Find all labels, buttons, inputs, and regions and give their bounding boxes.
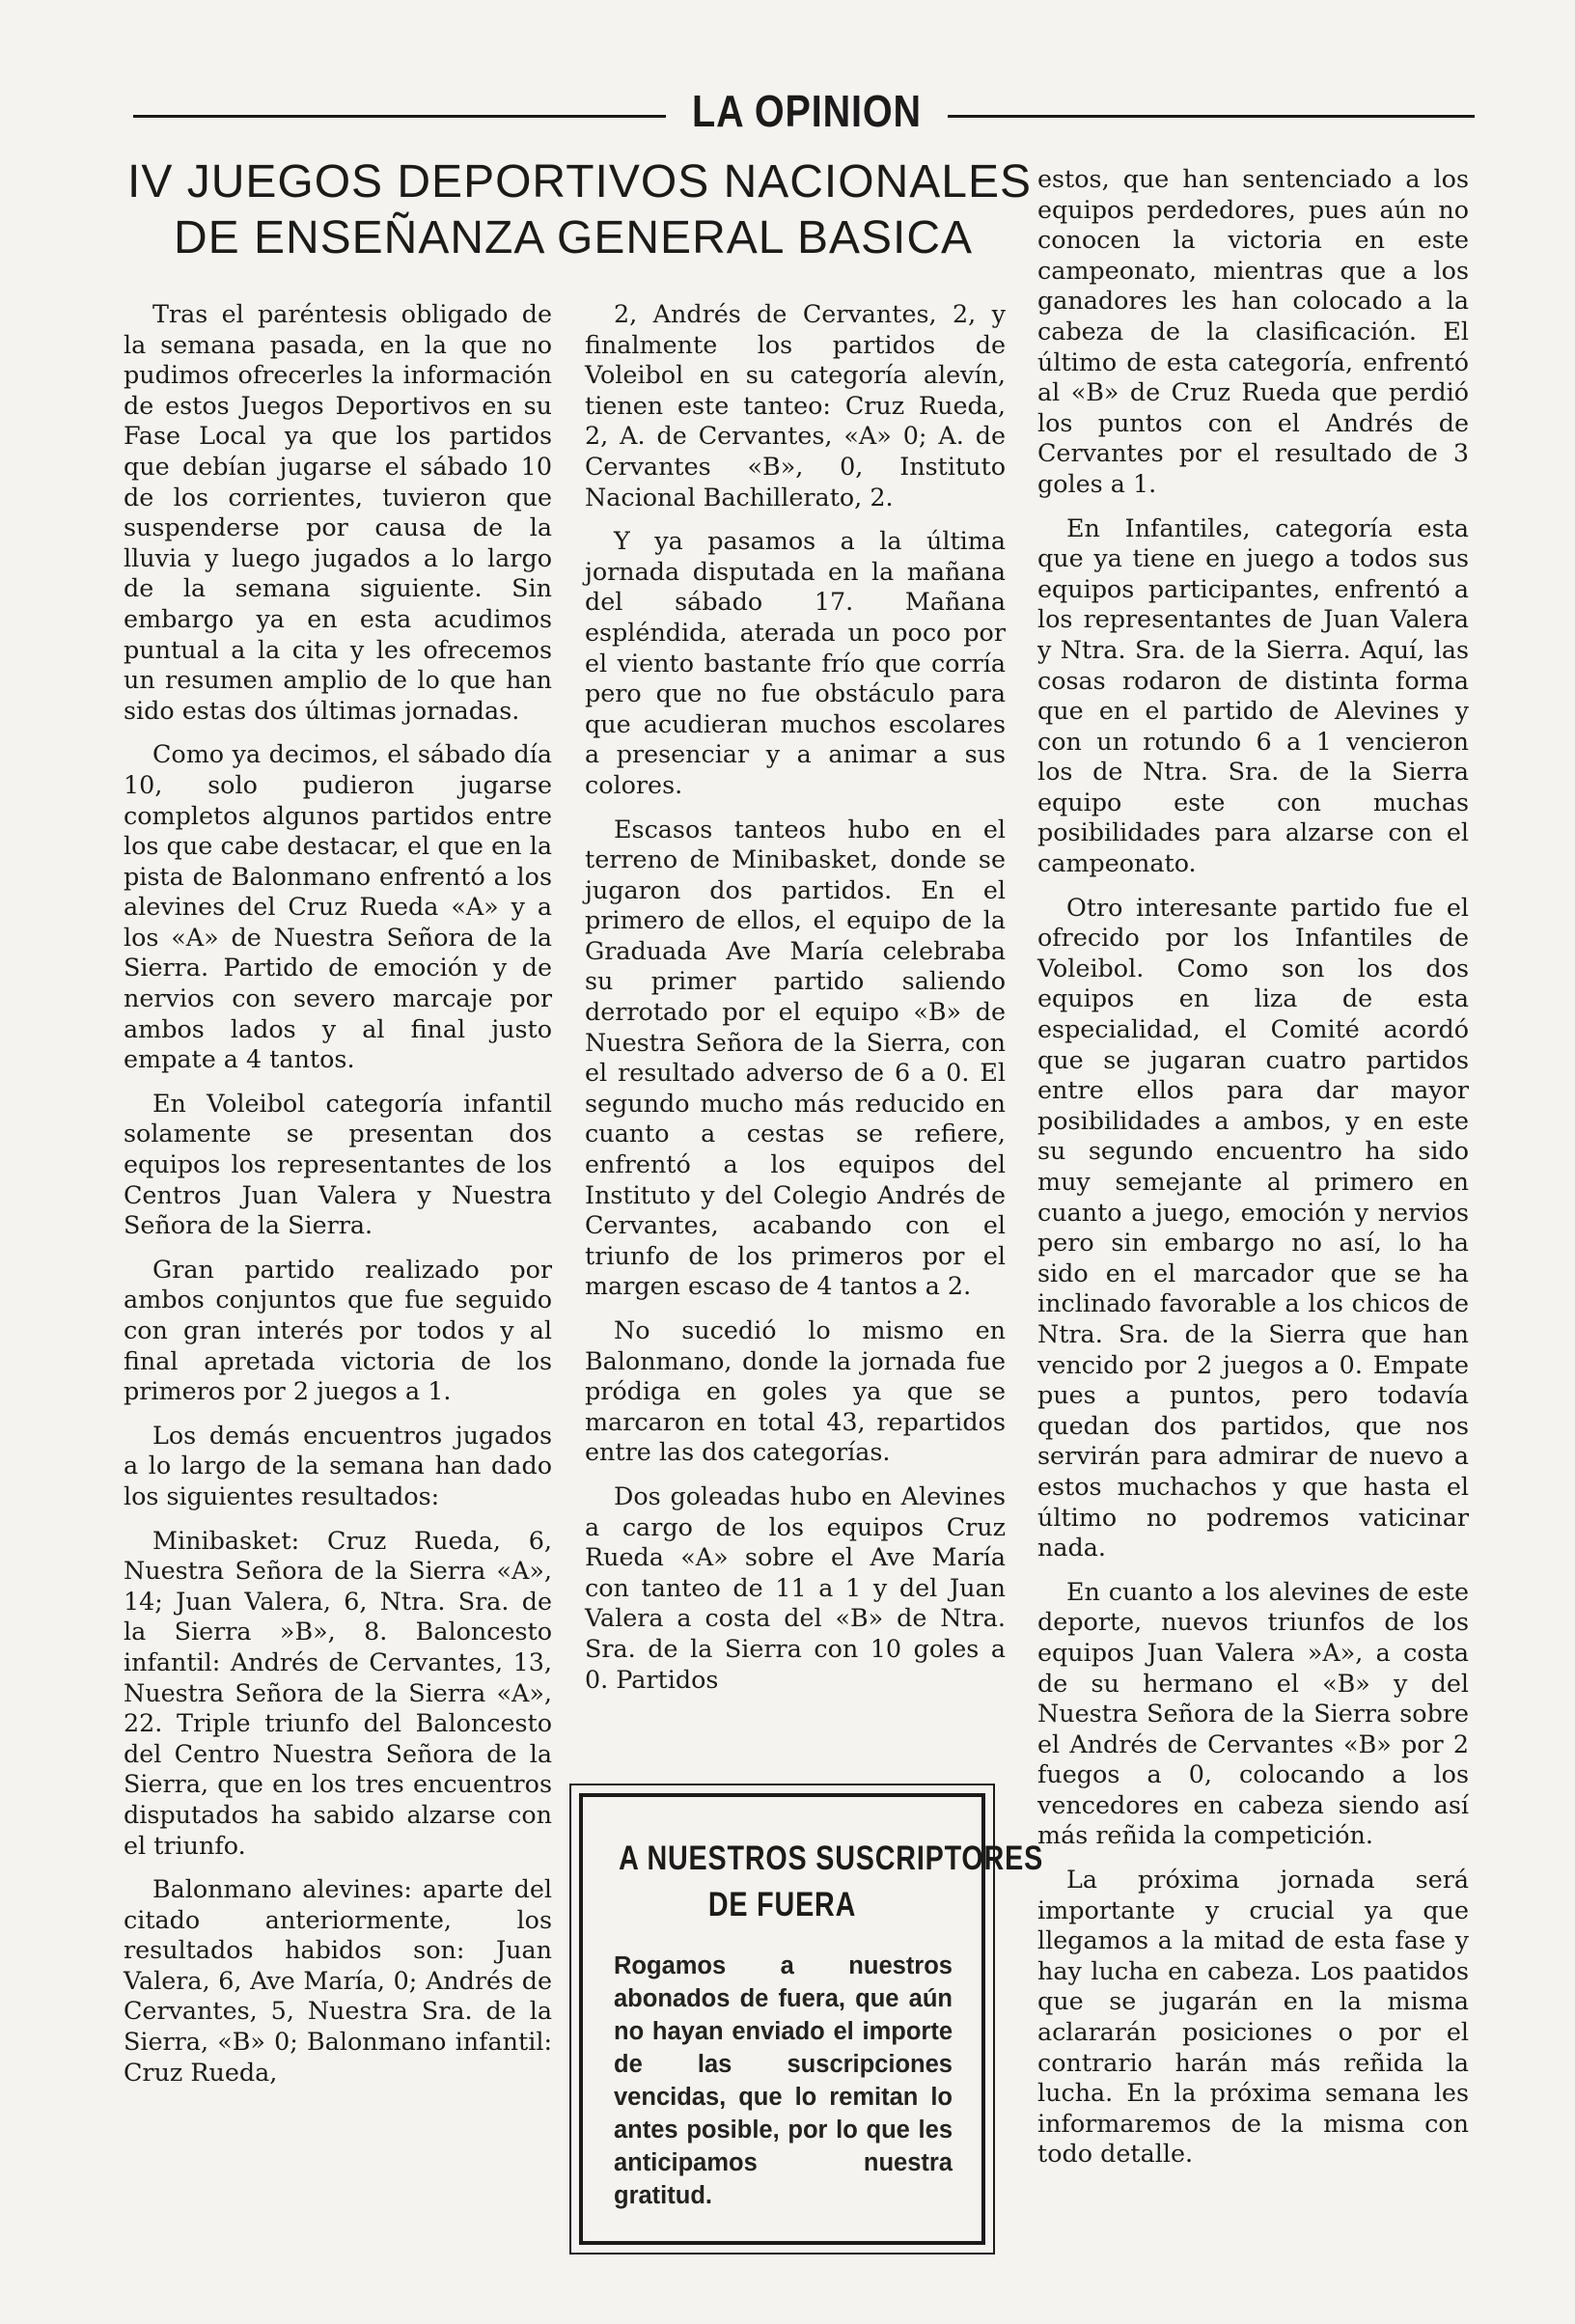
paragraph: En Infantiles, categoría esta que ya tiene en juego a todos sus equipos participantes, enfrentó a los representantes de Juan Valera y Ntra. Sra. de la Sierra. Aquí, las cosas rodaron de distinta forma que en el partido de Alevines y con un rotundo 6 a 1 vencieron los de Ntra. Sra. de la Sierra equipo este con muchas posibilidades para alzarse con el campeonato. (1037, 512, 1469, 878)
notice-title-line-2: DE FUERA (707, 1886, 857, 1923)
paragraph: En cuanto a los alevines de este deporte, nuevos triunfos de los equipos Juan Valera »A», a costa de su hermano el «B» y del Nuestra Señora de la Sierra sobre el Andrés de Cervantes «B» por 2 fuegos a 0, colocando a los vencedores en cabeza siendo así más reñida la competición. (1037, 1576, 1469, 1850)
masthead-rule-left (133, 115, 666, 118)
article-headline (127, 154, 1032, 266)
paragraph: No sucedió lo mismo en Balonmano, donde la jornada fue pródiga en goles ya que se marcaron en total 43, repartidos entre las dos categorías. (585, 1315, 1006, 1467)
paragraph: Escasos tanteos hubo en el terreno de Minibasket, donde se jugaron dos partidos. En el primero de ellos, el equipo de la Graduada Ave María celebraba su primer partido saliendo derrotado por el equipo «B» de Nuestra Señora de la Sierra, con el resultado adverso de 6 a 0. El segundo mucho más reducido en cuanto a cestas se refiere, enfrentó a los equipos del Instituto y del Colegio Andrés de Cervantes, acabando con el triunfo de los primeros por el margen escaso de 4 tantos a 2. (585, 814, 1006, 1301)
masthead-rule-right (948, 115, 1475, 118)
paragraph: Los demás encuentros jugados a lo largo de la semana han dado los siguientes resultados: (124, 1420, 552, 1510)
notice-body: Rogamos a nuestros abonados de fuera, que aún no hayan enviado el importe de las suscripciones vencidas, que lo remitan lo antes posible, por lo que les anticipamos nuestra gratitud. (614, 1952, 953, 2209)
newspaper-name: LA OPINION (692, 86, 922, 136)
paragraph: Tras el paréntesis obligado de la semana pasada, en la que no pudimos ofrecerles la información de estos Juegos Deportivos en su Fase Local ya que los partidos que debían jugarse el sábado 10 de los corrientes, tuvieron que suspenderse por causa de la lluvia y luego jugados a lo largo de la semana siguiente. Sin embargo ya en esta acudimos puntual a la cita y les ofrecemos un resumen amplio de lo que han sido estas dos últimas jornadas. (124, 299, 552, 725)
paragraph: Como ya decimos, el sábado día 10, solo pudieron jugarse completos algunos partidos entre los que cabe destacar, el que en la pista de Balonmano enfrentó a los alevines del Cruz Rueda «A» y a los «A» de Nuestra Señora de la Sierra. Partido de emoción y de nervios con severo marcaje por ambos lados y al final justo empate a 4 tantos. (124, 739, 552, 1074)
masthead (133, 85, 1475, 143)
headline-line-2: DE ENSEÑANZA GENERAL BASICA (173, 212, 974, 263)
paragraph: estos, que han sentenciado a los equipos perdedores, pues aún no conocen la victoria en este campeonato, mientras que a los ganadores les han colocado a la cabeza de la clasificación. El último de esta categoría, enfrentó al «B» de Cruz Rueda que perdió los puntos con el Andrés de Cervantes por el resultado de 3 goles a 1. (1037, 164, 1469, 498)
article-column-2 (585, 299, 1006, 1708)
paragraph: Dos goleadas hubo en Alevines a cargo de los equipos Cruz Rueda «A» sobre el Ave María con tanteo de 11 a 1 y del Juan Valera a costa del «B» de Ntra. Sra. de la Sierra con 10 goles a 0. Partidos (585, 1480, 1006, 1694)
headline-line-1: IV JUEGOS DEPORTIVOS NACIONALES (127, 156, 1032, 208)
paragraph: Y ya pasamos a la última jornada disputada en la mañana del sábado 17. Mañana espléndida, aterada un poco por el viento bastante frío que corría pero que no fue obstáculo para que acudieran muchos escolares a presenciar y a animar a sus colores. (585, 526, 1006, 799)
notice-title-line-1: A NUESTROS SUSCRIPTORES (619, 1840, 1044, 1877)
paragraph: Otro interesante partido fue el ofrecido por los Infantiles de Voleibol. Como son los dos equipos en liza de esta especialidad, el Comité acordó que se jugaran cuatro partidos entre ellos para dar mayor posibilidades a ambos, y en este su segundo encuentro ha sido muy semejante al primero en cuanto a juego, emoción y nervios pero sin embargo no así, lo ha sido en el marcador que se ha inclinado favorable a los chicos de Ntra. Sra. de la Sierra que han vencido por 2 juegos a 0. Empate pues a puntos, pero todavía quedan dos partidos, que nos servirán para admirar de nuevo a estos muchachos y que hasta el último no podremos vaticinar nada. (1037, 892, 1469, 1563)
article-column-1 (124, 299, 552, 2101)
paragraph: Balonmano alevines: aparte del citado anteriormente, los resultados habidos son: Juan Valera, 6, Ave María, 0; Andrés de Cervantes, 5, Nuestra Sra. de la Sierra, «B» 0; Balonmano infantil: Cruz Rueda, (124, 1874, 552, 2087)
notice-title (619, 1836, 1044, 1928)
paragraph: Minibasket: Cruz Rueda, 6, Nuestra Señora de la Sierra «A», 14; Juan Valera, 6, Ntra. Sra. de la Sierra »B», 8. Baloncesto infantil: Andrés de Cervantes, 13, Nuestra Señora de la Sierra «A», 22. Triple triunfo del Baloncesto del Centro Nuestra Señora de la Sierra, que en los tres encuentros disputados ha sabido alzarse con el triunfo. (124, 1525, 552, 1860)
paragraph: 2, Andrés de Cervantes, 2, y finalmente los partidos de Voleibol en su categoría alevín, tienen este tanteo: Cruz Rueda, 2, A. de Cervantes, «A» 0; A. de Cervantes «B», 0, Instituto Nacional Bachillerato, 2. (585, 299, 1006, 512)
subscribers-notice-box (569, 1784, 1044, 2255)
paragraph: En Voleibol categoría infantil solamente se presentan dos equipos los representantes de los Centros Juan Valera y Nuestra Señora de la Sierra. (124, 1088, 552, 1240)
notice-inner-frame (579, 1793, 1044, 2245)
article-column-3 (1037, 164, 1469, 2183)
paragraph: La próxima jornada será importante y crucial ya que llegamos a la mitad de esta fase y hay lucha en cabeza. Los paatidos que se jugarán en la misma aclararán posiciones o por el contrario harán más reñida la lucha. En la próxima semana les informaremos de la misma con todo detalle. (1037, 1865, 1469, 2169)
paragraph: Gran partido realizado por ambos conjuntos que fue seguido con gran interés por todos y al final apretada victoria de los primeros por 2 juegos a 1. (124, 1254, 552, 1406)
